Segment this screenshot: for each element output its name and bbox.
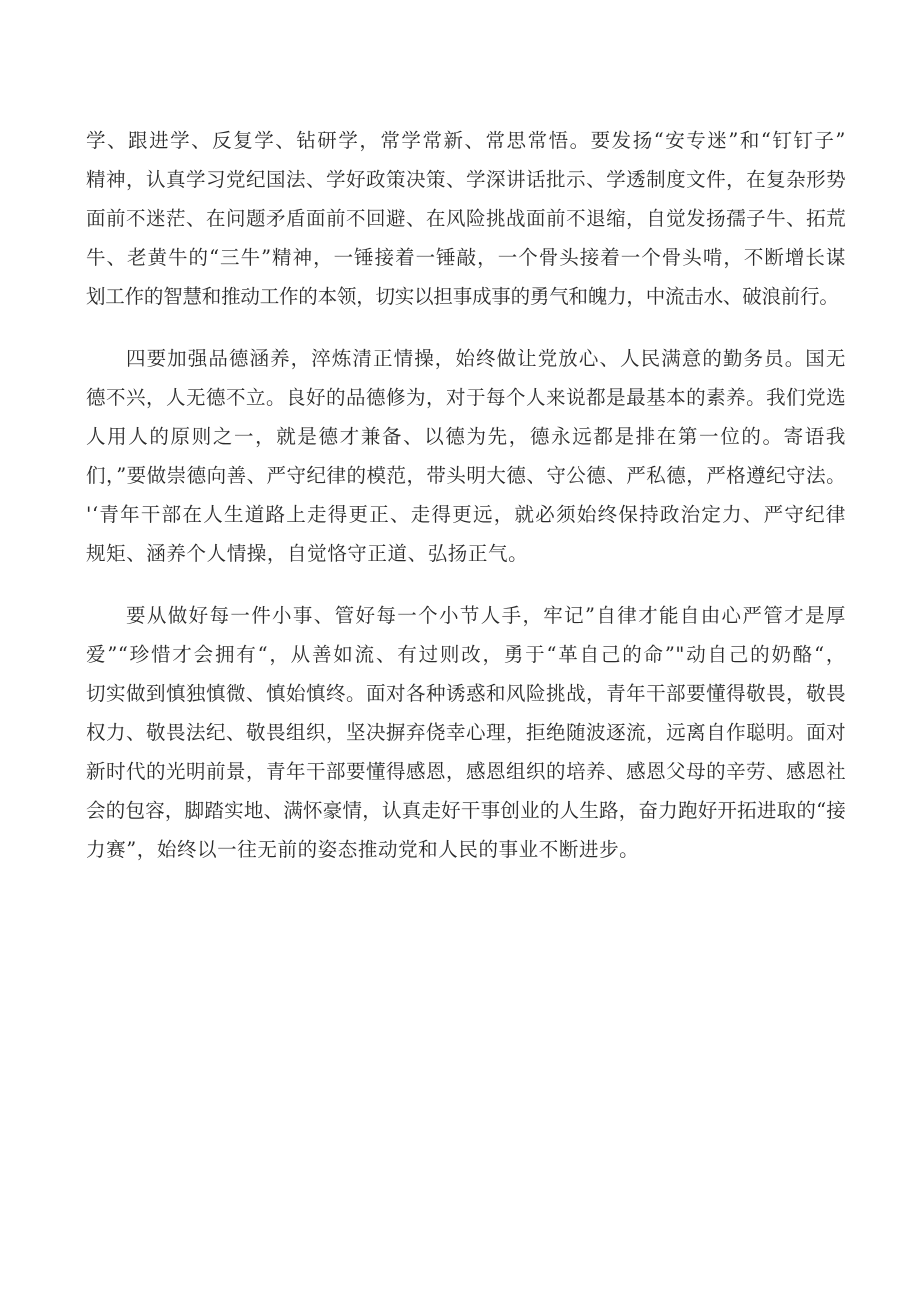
text-line: 德不兴，人无德不立。良好的品德修为，对于每个人来说都是最基本的素养。我们党选	[86, 386, 846, 409]
text-line: 权力、敬畏法纪、敬畏组织，坚决摒弃侥幸心理，拒绝随波逐流，远离自作聪明。面对	[86, 721, 846, 744]
text-line: 要从做好每一件小事、管好每一个小节人手，牢记”自律才能自由心严管才是厚	[126, 604, 846, 627]
document-body	[86, 121, 846, 869]
paragraph-continuation	[86, 121, 846, 316]
paragraph-self-discipline	[86, 596, 846, 869]
text-line: 爱”“珍惜才会拥有“，从善如流、有过则改，勇于“革自己的命”"动自己的奶酪“，	[86, 643, 846, 666]
text-line: 精神，认真学习党纪国法、学好政策决策、学深讲话批示、学透制度文件，在复杂形势	[86, 168, 846, 191]
text-line: 力赛”，始终以一往无前的姿态推动党和人民的事业不断进步。	[86, 838, 640, 861]
text-line: 们，”要做崇德向善、严守纪律的模范，带头明大德、守公德、严私德，严格遵纪守法。	[86, 464, 846, 487]
text-line: '‘青年干部在人生道路上走得更正、走得更远，就必须始终保持政治定力、严守纪律	[86, 503, 846, 526]
text-line: 新时代的光明前景，青年干部要懂得感恩，感恩组织的培养、感恩父母的辛劳、感恩社	[86, 760, 846, 783]
text-line: 会的包容，脚踏实地、满怀豪情，认真走好干事创业的人生路，奋力跑好开拓进取的“接	[86, 799, 846, 822]
text-line: 切实做到慎独慎微、慎始慎终。面对各种诱惑和风险挑战，青年干部要懂得敬畏，敬畏	[86, 682, 846, 705]
text-line: 面前不迷茫、在问题矛盾面前不回避、在风险挑战面前不退缩，自觉发扬孺子牛、拓荒	[86, 207, 846, 230]
text-line: 划工作的智慧和推动工作的本领，切实以担事成事的勇气和魄力，中流击水、破浪前行。	[86, 285, 839, 308]
text-line: 人用人的原则之一，就是德才兼备、以德为先，德永远都是排在第一位的。寄语我	[86, 425, 846, 448]
text-line: 四要加强品德涵养，淬炼清正情操，始终做让党放心、人民满意的勤务员。国无	[126, 347, 846, 370]
text-line: 牛、老黄牛的“三牛”精神，一锤接着一锤敲，一个骨头接着一个骨头啃，不断增长谋	[86, 246, 846, 269]
text-line: 规矩、涵养个人情操，自觉恪守正道、弘扬正气。	[86, 542, 529, 565]
paragraph-character-cultivation	[86, 339, 846, 573]
text-line: 学、跟进学、反复学、钻研学，常学常新、常思常悟。要发扬“安专迷”和“钉钉子”	[86, 129, 846, 152]
